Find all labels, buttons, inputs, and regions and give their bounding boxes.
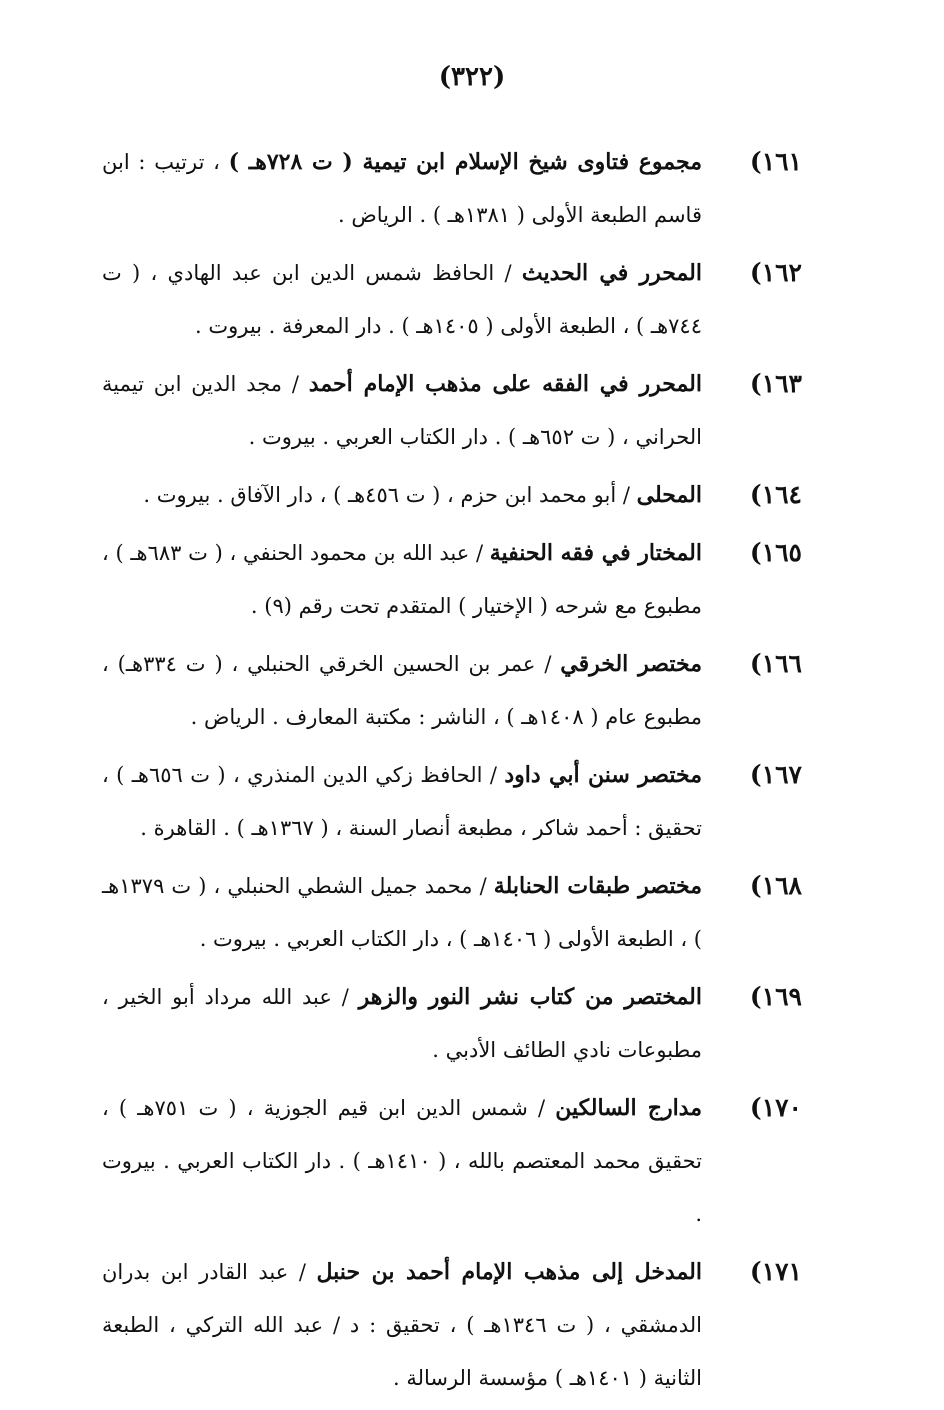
bibliography-entry — [102, 136, 802, 242]
entry-title: مختصر سنن أبي داود — [504, 762, 703, 788]
entry-number: ١٦٥) — [749, 538, 802, 567]
entry-title: المدخل إلى مذهب الإمام أحمد بن حنبل — [316, 1259, 703, 1285]
entry-text — [102, 358, 702, 464]
entry-details: / الحافظ شمس الدين ابن عبد الهادي ، ( ت ٧٤٤هـ ) ، الطبعة الأولى ( ١٤٠٥هـ ) . دار المعرفة . بيروت . — [102, 261, 702, 338]
bibliography-entry — [102, 358, 802, 464]
entry-title: المحرر في الحديث — [521, 260, 702, 286]
entry-title: المحلى — [636, 482, 702, 508]
entry-number: ١٦٨) — [749, 871, 802, 900]
bibliography-entry — [102, 749, 802, 855]
entry-title: المختار في فقه الحنفية — [489, 540, 702, 566]
entry-text — [102, 971, 702, 1077]
page-number: (٣٢٢) — [438, 62, 506, 92]
entry-number: ١٦١) — [749, 147, 802, 176]
bibliography-entry — [102, 638, 802, 744]
entry-title: مجموع فتاوى شيخ الإسلام ابن تيمية ( ت ٧٢٨هـ ) — [228, 149, 702, 175]
entry-text — [102, 136, 702, 242]
entry-text — [102, 469, 702, 522]
entry-details: ، ترتيب : ابن قاسم الطبعة الأولى ( ١٣٨١هـ ) . الرياض . — [102, 150, 702, 227]
bibliography-entry — [102, 1246, 802, 1405]
entry-details: / عبد الله بن محمود الحنفي ، ( ت ٦٨٣هـ ) ، مطبوع مع شرحه ( الإختيار ) المتقدم تحت رقم (٩) . — [102, 541, 702, 618]
entry-text — [102, 749, 702, 855]
entry-title: المختصر من كتاب نشر النور والزهر — [358, 984, 702, 1010]
entry-details: / عبد الله مرداد أبو الخير ، مطبوعات نادي الطائف الأدبي . — [102, 985, 702, 1062]
entry-text — [102, 527, 702, 633]
entry-details: / شمس الدين ابن قيم الجوزية ، ( ت ٧٥١هـ ) ، تحقيق محمد المعتصم بالله ، ( ١٤١٠هـ ) . دار الكتاب العربي . بيروت . — [102, 1096, 702, 1226]
entry-text — [102, 860, 702, 966]
bibliography-entry — [102, 527, 802, 633]
entry-number: ١٦٧) — [749, 760, 802, 789]
bibliography-entry — [102, 860, 802, 966]
entry-details: / أبو محمد ابن حزم ، ( ت ٤٥٦هـ ) ، دار الآفاق . بيروت . — [143, 483, 637, 507]
entry-number: ١٦٢) — [749, 258, 802, 287]
entry-number: ١٦٩) — [749, 982, 802, 1011]
entry-title: مختصر طبقات الحنابلة — [493, 873, 702, 899]
entry-details: / الحافظ زكي الدين المنذري ، ( ت ٦٥٦هـ ) ، تحقيق : أحمد شاكر ، مطبعة أنصار السنة ، ( ١٣٦٧هـ ) . القاهرة . — [102, 763, 702, 840]
entry-details: / مجد الدين ابن تيمية الحراني ، ( ت ٦٥٢هـ ) . دار الكتاب العربي . بيروت . — [102, 372, 702, 449]
entry-text — [102, 1082, 702, 1241]
entry-details: / عمر بن الحسين الخرقي الحنبلي ، ( ت ٣٣٤هـ) ، مطبوع عام ( ١٤٠٨هـ ) ، الناشر : مكتبة المعارف . الرياض . — [102, 652, 702, 729]
entry-title: المحرر في الفقه على مذهب الإمام أحمد — [308, 371, 702, 397]
entry-title: مختصر الخرقي — [560, 651, 702, 677]
entry-number: ١٦٦) — [749, 649, 802, 678]
bibliography-entry — [102, 1082, 802, 1241]
entry-text — [102, 638, 702, 744]
entry-number: ١٧٠) — [749, 1093, 802, 1122]
bibliography-list — [102, 136, 802, 1410]
entry-text — [102, 1246, 702, 1405]
bibliography-entry — [102, 469, 802, 522]
bibliography-entry — [102, 247, 802, 353]
entry-text — [102, 247, 702, 353]
entry-number: ١٦٤) — [749, 480, 802, 509]
entry-details: / عبد القادر ابن بدران الدمشقي ، ( ت ١٣٤٦هـ ) ، تحقيق : د / عبد الله التركي ، الطبعة الثانية ( ١٤٠١هـ ) مؤسسة الرسالة . — [102, 1260, 702, 1390]
bibliography-entry — [102, 971, 802, 1077]
entry-details: / محمد جميل الشطي الحنبلي ، ( ت ١٣٧٩هـ ) ، الطبعة الأولى ( ١٤٠٦هـ ) ، دار الكتاب العربي . بيروت . — [102, 874, 702, 951]
entry-number: ١٦٣) — [749, 369, 802, 398]
entry-number: ١٧١) — [749, 1257, 802, 1286]
entry-title: مدارج السالكين — [555, 1095, 703, 1121]
